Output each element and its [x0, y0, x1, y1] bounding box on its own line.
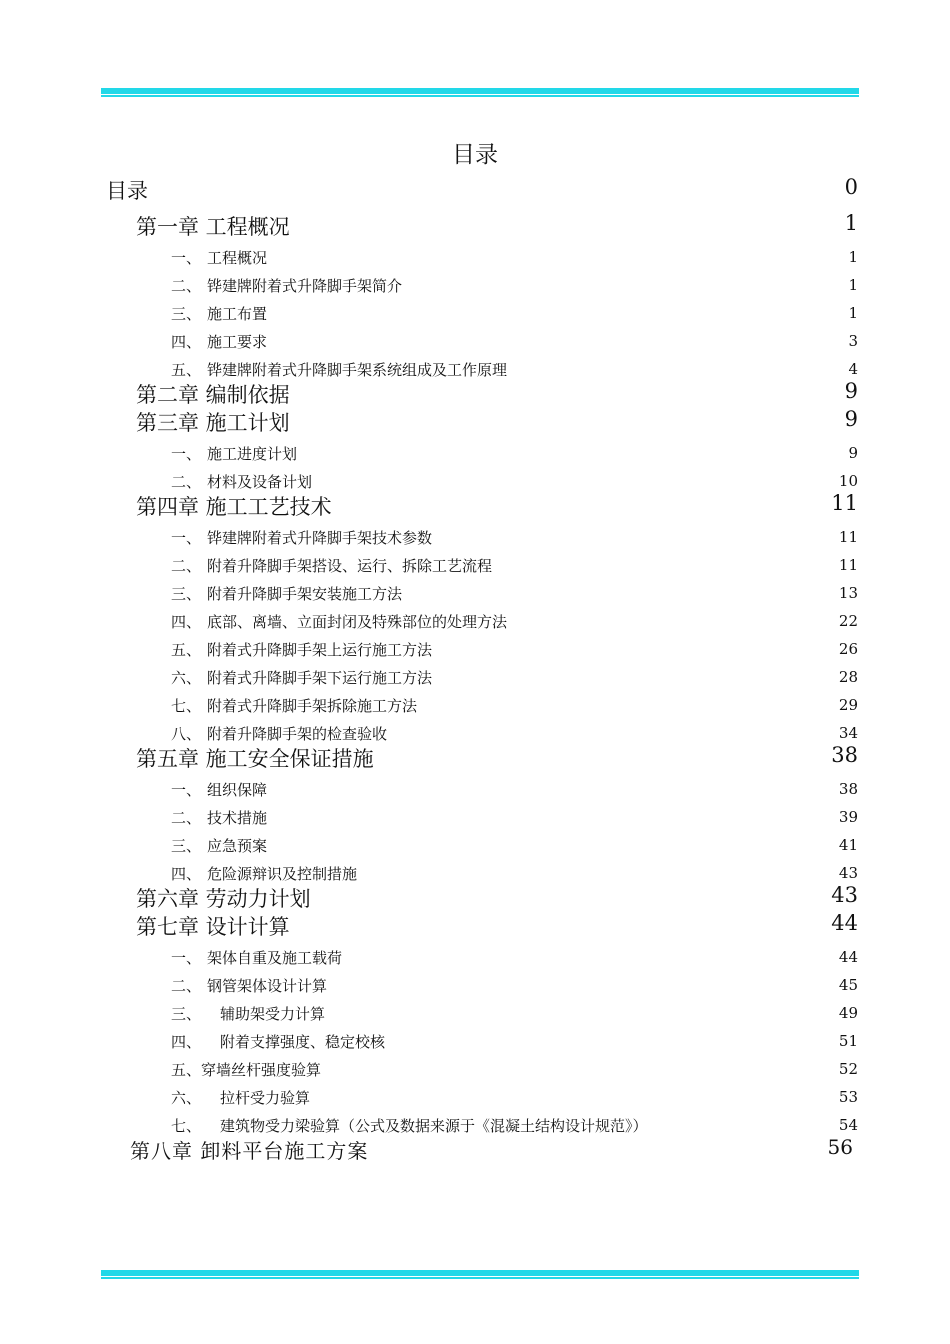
toc-section[interactable]	[0, 691, 950, 719]
toc-entry-number: 六、	[171, 1089, 202, 1107]
toc-entry-page: 43	[838, 864, 858, 882]
toc-entry-page: 11	[831, 491, 858, 515]
toc-section[interactable]	[0, 327, 950, 355]
toc-entry-page: 45	[838, 976, 858, 994]
toc-entry-page: 38	[831, 743, 858, 767]
toc-entry-page: 13	[838, 584, 858, 602]
toc-entry-text: 附着升降脚手架搭设、运行、拆除工艺流程	[207, 557, 493, 575]
toc-entry-page: 43	[831, 883, 858, 907]
toc-entry-text: 第四章 施工工艺技术	[136, 495, 332, 519]
toc-section[interactable]	[0, 663, 950, 691]
toc-entry-page: 28	[838, 668, 858, 686]
toc-entry-page: 0	[844, 175, 858, 199]
toc-entry-page: 34	[838, 724, 858, 742]
toc-entry-text: 钢管架体设计计算	[207, 977, 328, 995]
toc-entry-number: 六、	[171, 669, 202, 687]
toc-entry-page: 29	[838, 696, 858, 714]
toc-entry-page: 51	[838, 1032, 858, 1050]
toc-entry-text: 第五章 施工安全保证措施	[136, 747, 374, 771]
toc-entry-number: 三、	[171, 585, 202, 603]
toc-entry-page: 39	[838, 808, 858, 826]
toc-entry-text: 建筑物受力梁验算（公式及数据来源于《混凝土结构设计规范》）	[220, 1117, 648, 1135]
toc-entry-number: 五、	[171, 641, 202, 659]
toc-entry-number: 四、	[171, 613, 202, 631]
toc-entry-page: 3	[848, 332, 858, 350]
toc-entry-text: 附着式升降脚手架拆除施工方法	[207, 697, 418, 715]
toc-entry-page: 56	[827, 1135, 853, 1159]
toc-entry-number: 三、	[171, 1005, 202, 1023]
toc-chapter[interactable]	[0, 407, 950, 435]
toc-entry-page: 1	[848, 276, 858, 294]
toc-section[interactable]	[0, 551, 950, 579]
toc-entry-text: 第二章 编制依据	[136, 383, 290, 407]
toc-entry-page: 1	[848, 304, 858, 322]
toc-section[interactable]	[0, 243, 950, 271]
toc-entry-number: 四、	[171, 865, 202, 883]
toc-chapter[interactable]	[0, 211, 950, 239]
toc-section[interactable]	[0, 635, 950, 663]
toc-chapter[interactable]	[0, 379, 950, 407]
toc-entry-page: 11	[838, 556, 858, 574]
toc-entry-page: 9	[844, 379, 858, 403]
toc-chapter[interactable]	[0, 911, 950, 939]
toc-entry-number: 二、	[171, 473, 202, 491]
toc-entry-text: 工程概况	[207, 249, 268, 267]
toc-entry-page: 44	[831, 911, 858, 935]
toc-section[interactable]	[0, 775, 950, 803]
toc-entry-text: 危险源辩识及控制措施	[207, 865, 358, 883]
toc-entry-text: 第七章 设计计算	[136, 915, 290, 939]
toc-entry-page: 1	[848, 248, 858, 266]
toc-entry-text: 第六章 劳动力计划	[136, 887, 311, 911]
toc-section[interactable]	[0, 579, 950, 607]
toc-entry-page: 10	[838, 472, 858, 490]
toc-entry-text: 附着升降脚手架安装施工方法	[207, 585, 403, 603]
toc-entry-text: 第一章 工程概况	[136, 215, 290, 239]
toc-entry-number: 四、	[171, 333, 202, 351]
toc-section[interactable]	[0, 1027, 950, 1055]
toc-entry-number: 二、	[171, 557, 202, 575]
toc-entry-text: 底部、离墙、立面封闭及特殊部位的处理方法	[207, 613, 508, 631]
toc-section[interactable]	[0, 439, 950, 467]
toc-section[interactable]	[0, 971, 950, 999]
toc-entry-page: 53	[838, 1088, 858, 1106]
toc-section[interactable]	[0, 523, 950, 551]
toc-entry-number: 一、	[171, 249, 202, 267]
toc-entry-text: 五、穿墙丝杆强度验算	[171, 1061, 322, 1079]
toc-entry-number: 四、	[171, 1033, 202, 1051]
toc-entry-text: 铧建牌附着式升降脚手架技术参数	[207, 529, 433, 547]
toc-entry-text: 组织保障	[207, 781, 268, 799]
toc-entry[interactable]	[0, 175, 950, 203]
toc-entry-text: 铧建牌附着式升降脚手架系统组成及工作原理	[207, 361, 508, 379]
toc-entry-number: 三、	[171, 837, 202, 855]
toc-section[interactable]	[0, 607, 950, 635]
toc-entry-page: 49	[838, 1004, 858, 1022]
toc-entry-text: 目录	[106, 179, 148, 203]
toc-chapter[interactable]	[0, 1135, 950, 1163]
toc-entry-page: 9	[848, 444, 858, 462]
toc-entry-number: 二、	[171, 809, 202, 827]
toc-entry-text: 材料及设备计划	[207, 473, 313, 491]
toc-entry-number: 一、	[171, 949, 202, 967]
toc-section[interactable]	[0, 831, 950, 859]
toc-entry-page: 38	[838, 780, 858, 798]
toc-section[interactable]	[0, 1083, 950, 1111]
toc-entry-number: 八、	[171, 725, 202, 743]
toc-entry-text: 附着升降脚手架的检查验收	[207, 725, 388, 743]
toc-entry-number: 一、	[171, 529, 202, 547]
toc-entry-number: 七、	[171, 697, 202, 715]
toc-entry-number: 二、	[171, 277, 202, 295]
toc-entry-number: 二、	[171, 977, 202, 995]
toc-entry-text: 施工进度计划	[207, 445, 298, 463]
toc-entry-number: 一、	[171, 445, 202, 463]
toc-section[interactable]	[0, 299, 950, 327]
toc-entry-page: 44	[838, 948, 858, 966]
toc-entry-text: 技术措施	[207, 809, 268, 827]
toc-section[interactable]	[0, 943, 950, 971]
toc-entry-text: 辅助架受力计算	[220, 1005, 326, 1023]
toc-entry-page: 41	[838, 836, 858, 854]
toc-entry-number: 三、	[171, 305, 202, 323]
toc-section[interactable]	[0, 999, 950, 1027]
toc-entry-page: 11	[838, 528, 858, 546]
toc-entry-text: 第八章 卸料平台施工方案	[130, 1139, 369, 1163]
toc-entry-number: 七、	[171, 1117, 202, 1135]
toc-entry-number: 一、	[171, 781, 202, 799]
toc-entry-text: 施工要求	[207, 333, 268, 351]
toc-entry-text: 附着式升降脚手架上运行施工方法	[207, 641, 433, 659]
toc-entry-number: 五、	[171, 361, 202, 379]
toc-entry-page: 22	[838, 612, 858, 630]
toc-entry-text: 附着支撑强度、稳定校核	[220, 1033, 386, 1051]
toc-entry-page: 26	[838, 640, 858, 658]
toc-entry-text: 架体自重及施工载荷	[207, 949, 343, 967]
toc-chapter[interactable]	[0, 491, 950, 519]
toc-section[interactable]	[0, 803, 950, 831]
toc-entry-page: 4	[848, 360, 858, 378]
toc-entry-text: 铧建牌附着式升降脚手架简介	[207, 277, 403, 295]
toc-entry-text: 拉杆受力验算	[220, 1089, 311, 1107]
page-title: 目录	[452, 142, 498, 168]
header-rule	[101, 88, 859, 94]
toc-entry-text: 附着式升降脚手架下运行施工方法	[207, 669, 433, 687]
toc-section[interactable]	[0, 271, 950, 299]
toc-entry-text: 施工布置	[207, 305, 268, 323]
toc-chapter[interactable]	[0, 743, 950, 771]
toc-section[interactable]	[0, 1055, 950, 1083]
toc-entry-page: 54	[838, 1116, 858, 1134]
toc-entry-text: 应急预案	[207, 837, 268, 855]
toc-entry-text: 第三章 施工计划	[136, 411, 290, 435]
toc-chapter[interactable]	[0, 883, 950, 911]
toc-entry-page: 9	[844, 407, 858, 431]
footer-rule	[101, 1270, 859, 1276]
toc-entry-page: 52	[838, 1060, 858, 1078]
toc-entry-page: 1	[844, 211, 858, 235]
